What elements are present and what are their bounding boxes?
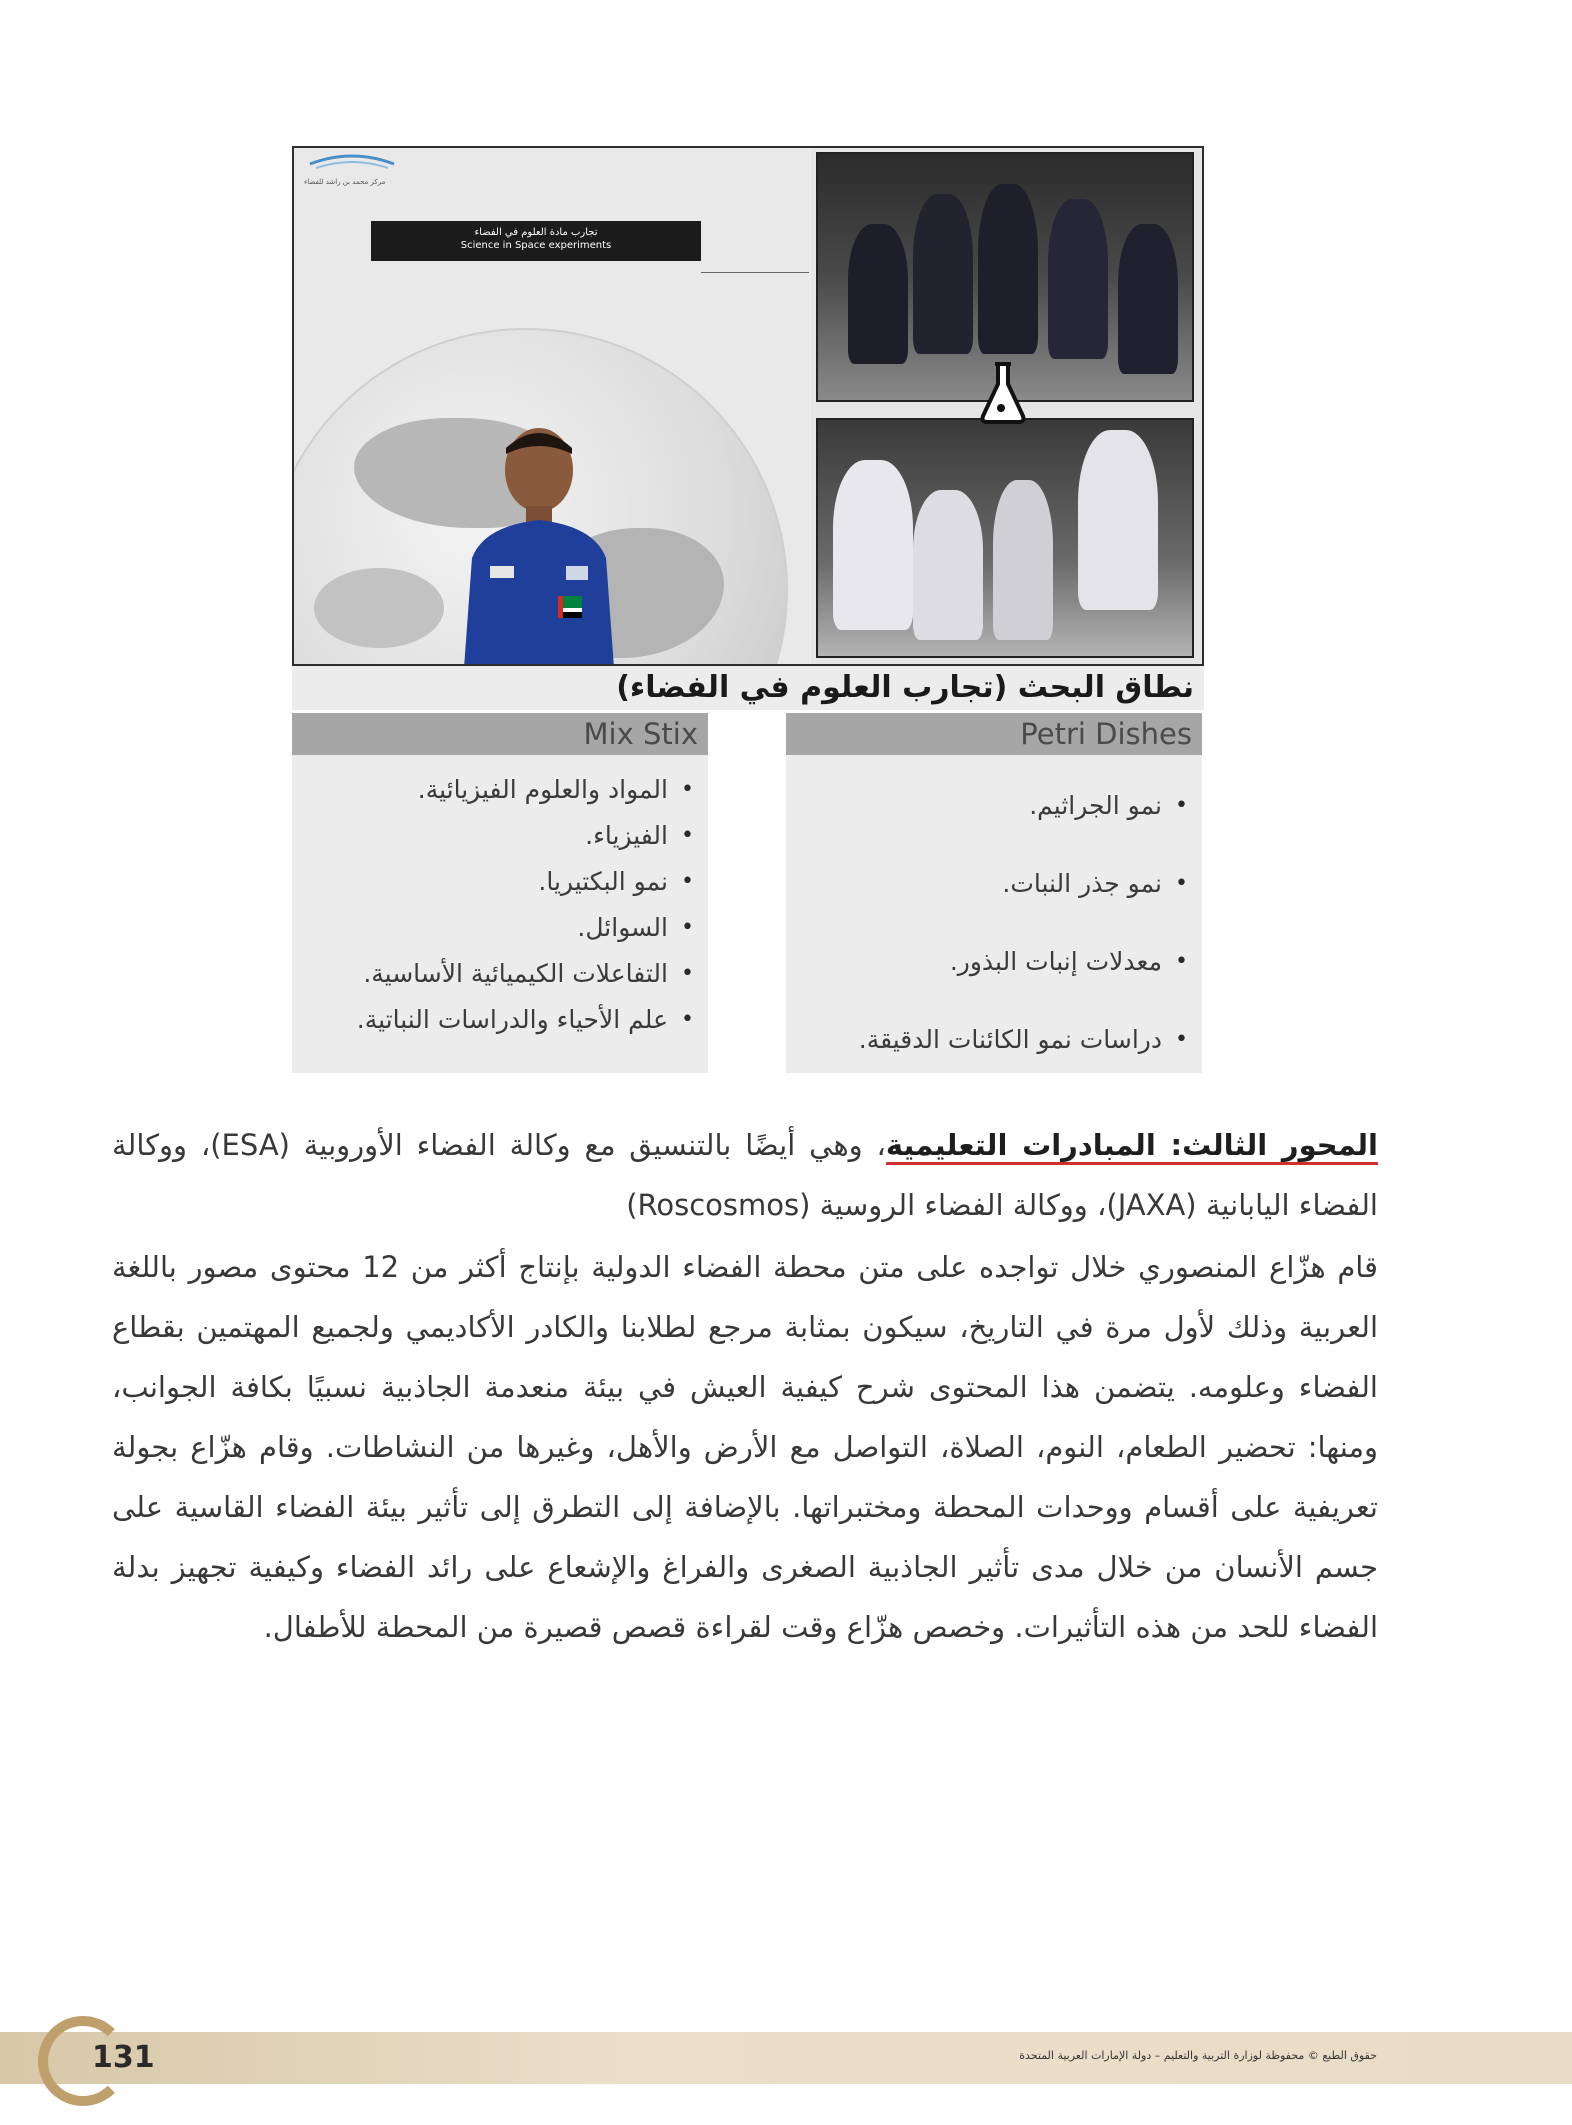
page-number: 131 — [92, 2040, 155, 2075]
astronaut-image — [454, 398, 624, 664]
list-item: • السوائل. — [577, 913, 694, 942]
list-item: • الفيزياء. — [585, 821, 694, 850]
list-item: • نمو الجراثيم. — [1029, 791, 1188, 820]
list-item: • معدلات إنبات البذور. — [949, 947, 1188, 976]
list-item: • نمو البكتيريا. — [538, 867, 694, 896]
list-item: • دراسات نمو الكائنات الدقيقة. — [858, 1025, 1188, 1054]
logo-text: مركز محمد بن راشد للفضاء — [304, 178, 386, 186]
copyright-notice: حقوق الطبع © محفوظة لوزارة التربية والتعليم – دولة الإمارات العربية المتحدة — [1019, 2049, 1377, 2062]
list-item: • المواد والعلوم الفيزيائية. — [417, 775, 694, 804]
globe-panel — [294, 148, 809, 664]
label-arabic: تجارب مادة العلوم في الفضاء — [474, 227, 598, 238]
list-item: • علم الأحياء والدراسات النباتية. — [356, 1005, 694, 1034]
column-header-petri-dishes: Petri Dishes — [786, 713, 1202, 755]
students-photo-bottom — [816, 418, 1194, 658]
flask-icon — [977, 360, 1029, 424]
label-english: Science in Space experiments — [460, 240, 612, 251]
science-in-space-figure — [292, 146, 1204, 666]
column-header-mix-stix: Mix Stix — [292, 713, 708, 755]
space-center-logo — [302, 150, 402, 194]
petri-dishes-list — [786, 755, 1202, 1073]
intro-text: ، وهي أيضًا بالتنسيق مع وكالة الفضاء الأوروبية (ESA)، ووكالة الفضاء اليابانية (JAXA)، ووكالة الفضاء الروسية (Roscosmos) — [112, 1128, 1378, 1222]
list-item: • التفاعلات الكيميائية الأساسية. — [363, 959, 694, 988]
intro-paragraph — [112, 1115, 1378, 1235]
section-heading: المحور الثالث: المبادرات التعليمية — [886, 1128, 1378, 1165]
table-caption: نطاق البحث (تجارب العلوم في الفضاء) — [292, 666, 1204, 710]
label-connector-line — [701, 272, 809, 273]
body-paragraph: قام هزّاع المنصوري خلال تواجده على متن محطة الفضاء الدولية بإنتاج أكثر من 12 محتوى مصور باللغة العربية وذلك لأول مرة في التاريخ، سيكون بمثابة مرجع لطلابنا والكادر الأكاديمي ولجميع المهتمين بقطاع الفضاء وعلومه. يتضمن هذا المحتوى شرح كيفية العيش في بيئة منعدمة الجاذبية نسبيًا بكافة الجوانب، ومنها: تحضير الطعام، النوم، الصلاة، التواصل مع الأرض والأهل، وغيرها من النشاطات. وقام هزّاع بجولة تعريفية على أقسام ووحدات المحطة ومختبراتها. بالإضافة إلى التطرق إلى تأثير بيئة الفضاء القاسية على جسم الأنسان من خلال مدى تأثير الجاذبية الصغرى والفراغ والإشعاع على رائد الفضاء وكيفية تجهيز بدلة الفضاء للحد من هذه التأثيرات. وخصص هزّاع وقت لقراءة قصص قصيرة من المحطة للأطفال. — [112, 1250, 1378, 1644]
experiment-label — [371, 221, 701, 261]
list-item: • نمو جذر النبات. — [1002, 869, 1188, 898]
mix-stix-list — [292, 755, 708, 1073]
